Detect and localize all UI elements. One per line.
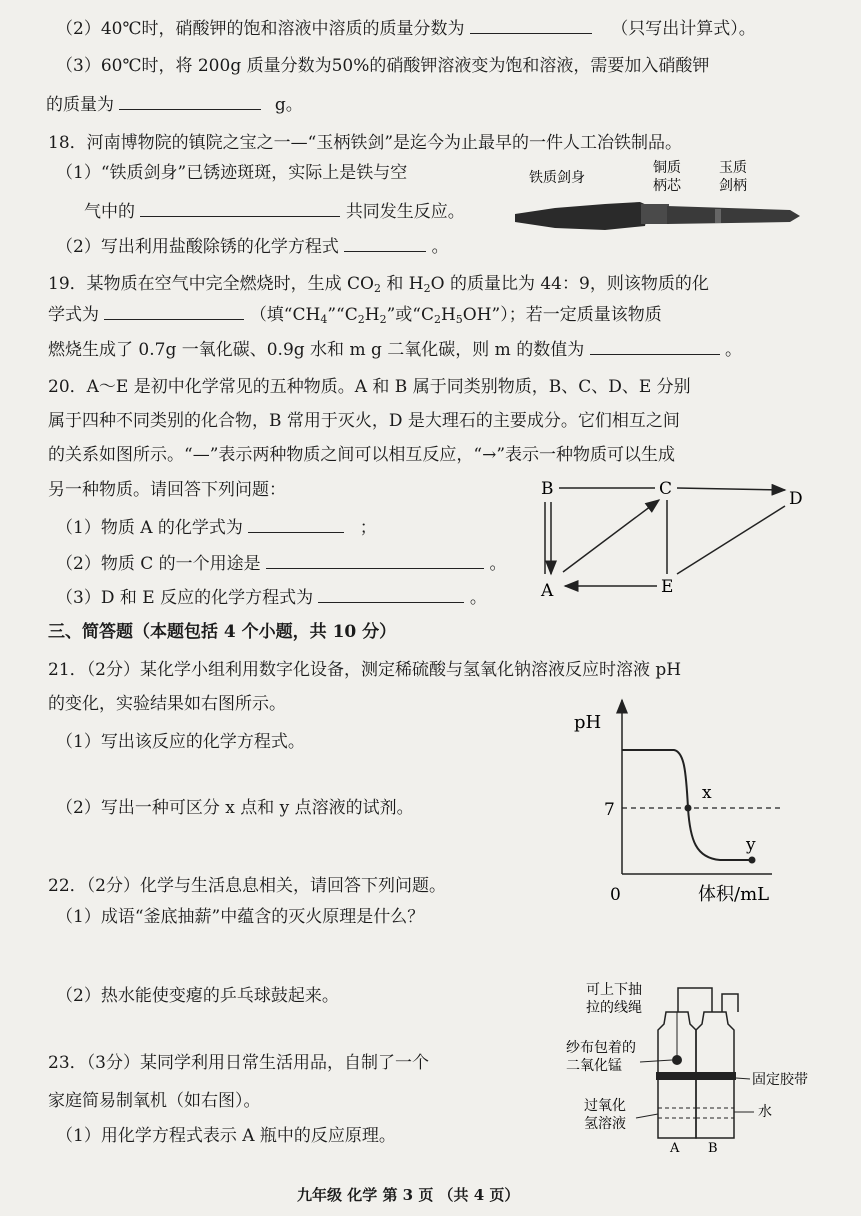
label-mno2-2: 二氧化锰 — [566, 1058, 622, 1074]
q18-blank-2[interactable] — [344, 235, 426, 252]
oxygen-generator-figure — [562, 968, 832, 1158]
q18-part1a: （1）“铁质剑身”已锈迹斑斑，实际上是铁与空 — [56, 163, 408, 183]
label-tape: 固定胶带 — [752, 1072, 808, 1088]
label-core-2: 柄芯 — [653, 178, 681, 194]
q21-part1: （1）写出该反应的化学方程式。 — [56, 732, 305, 752]
q20-blank-3[interactable] — [318, 586, 464, 603]
label-bottle-a: A — [670, 1141, 680, 1156]
node-e: E — [661, 577, 674, 597]
q20-part3: （3）D 和 E 反应的化学方程式为 。 — [56, 588, 487, 608]
q18-stem: 18．河南博物院的镇院之宝之一—“玉柄铁剑”是迄今为止最早的一件人工冶铁制品。 — [48, 133, 683, 153]
q22-part2: （2）热水能使变瘪的乒乓球鼓起来。 — [56, 986, 339, 1006]
volume-axis-label: 体积/mL — [698, 884, 770, 905]
node-a: A — [541, 581, 554, 601]
q18-blank-1[interactable] — [140, 200, 340, 217]
q21-part2: （2）写出一种可区分 x 点和 y 点溶液的试剂。 — [56, 798, 414, 818]
mno2-pointer — [640, 1060, 672, 1062]
q23-line1: 23．（3分）某同学利用日常生活用品，自制了一个 — [48, 1053, 429, 1073]
q17-part3: （3）60℃时，将 200g 质量分数为50%的硝酸钾溶液变为饱和溶液，需要加入硝酸钾 — [56, 56, 710, 76]
q20-line3: 的关系如图所示。“—”表示两种物质之间可以相互反应，“→”表示一种物质可以生成 — [48, 445, 676, 465]
q19-line3: 燃烧生成了 0.7g 一氧化碳、0.9g 水和 m g 二氧化碳，则 m 的数值为 。 — [48, 340, 743, 360]
q18-part1b: 气中的 共同发生反应。 — [84, 202, 465, 222]
sword-handle — [667, 206, 800, 224]
q19-line2: 学式为 （填“$CH_4”“C_2H_2$”或“$C_2H_5OH$”）；若一定质量该物质 — [48, 305, 662, 326]
q20-line1: 20．A～E 是初中化学常见的五种物质。A 和 B 属于同类别物质，B、C、D、E 分别 — [48, 377, 691, 397]
label-bottle-b: B — [708, 1141, 718, 1156]
handle-band — [715, 209, 721, 223]
q23-line2: 家庭简易制氧机（如右图）。 — [48, 1091, 261, 1111]
label-handle-1: 玉质 — [719, 160, 747, 176]
sword-core — [641, 204, 669, 224]
q21-line1: 21．（2分）某化学小组利用数字化设备，测定稀硫酸与氢氧化钠溶液反应时溶液 pH — [48, 660, 682, 680]
point-x — [685, 805, 692, 812]
sword-blade — [515, 202, 649, 230]
sword-figure — [515, 156, 815, 248]
ph-graph — [570, 690, 810, 910]
label-water: 水 — [758, 1104, 772, 1120]
connecting-tube — [678, 988, 712, 1012]
node-b: B — [541, 479, 554, 499]
q17-part2: （2）40℃时，硝酸钾的饱和溶液中溶质的质量分数为 （只写出计算式）。 — [56, 19, 756, 39]
node-c: C — [659, 479, 673, 499]
ph-axis-label: pH — [574, 712, 602, 733]
h2o2-pointer — [636, 1114, 658, 1118]
edge-e-d — [677, 506, 785, 574]
q22-line1: 22．（2分）化学与生活息息相关，请回答下列问题。 — [48, 876, 446, 896]
outlet-tube — [722, 994, 738, 1012]
q19-blank-1[interactable] — [104, 303, 244, 320]
label-rope-2: 拉的线绳 — [586, 1000, 642, 1016]
q17-blank-2[interactable] — [470, 17, 592, 34]
point-x-label: x — [702, 783, 712, 803]
node-d: D — [789, 489, 803, 509]
mno2-bag — [672, 1055, 682, 1065]
q19-line1: 19．某物质在空气中完全燃烧时，生成 $CO_2$ 和 $H_2O$ 的质量比为 44：9，则该物质的化 — [48, 274, 709, 295]
ph-7-label: 7 — [604, 800, 615, 820]
label-h2o2-2: 氢溶液 — [584, 1116, 626, 1132]
label-blade: 铁质剑身 — [529, 170, 585, 186]
tape-pointer — [736, 1078, 750, 1079]
q20-line2: 属于四种不同类别的化合物，B 常用于灭火，D 是大理石的主要成分。它们相互之间 — [48, 411, 680, 431]
q21-line2: 的变化，实验结果如右图所示。 — [48, 694, 286, 714]
label-h2o2-1: 过氧化 — [584, 1098, 626, 1114]
q17-blank-3[interactable] — [119, 93, 261, 110]
origin-label: 0 — [610, 885, 621, 905]
label-rope-1: 可上下抽 — [586, 982, 642, 998]
q20-part2: （2）物质 C 的一个用途是 。 — [56, 554, 507, 574]
page-footer: 九年级 化学 第 3 页 （共 4 页） — [297, 1186, 520, 1204]
edge-a-c — [563, 500, 659, 572]
section-3-heading: 三、简答题（本题包括 4 个小题，共 10 分） — [48, 622, 397, 642]
q20-blank-2[interactable] — [266, 552, 484, 569]
q23-part1: （1）用化学方程式表示 A 瓶中的反应原理。 — [56, 1126, 396, 1146]
edge-c-d — [677, 488, 785, 490]
point-y-label: y — [746, 835, 756, 855]
q20-blank-1[interactable] — [248, 516, 344, 533]
q22-part1: （1）成语“釜底抽薪”中蕴含的灭火原理是什么？ — [56, 907, 425, 927]
q19-blank-2[interactable] — [590, 338, 720, 355]
q17-part3-continued: 的质量为 g。 — [46, 95, 303, 115]
q18-part2: （2）写出利用盐酸除锈的化学方程式 。 — [56, 237, 449, 257]
q20-part1: （1）物质 A 的化学式为 ； — [56, 518, 377, 538]
label-handle-2: 剑柄 — [719, 178, 747, 194]
q20-diagram — [535, 474, 815, 602]
q20-line4: 另一种物质。请回答下列问题： — [48, 480, 286, 500]
point-y — [749, 857, 756, 864]
label-core-1: 铜质 — [653, 160, 681, 176]
fixing-tape — [656, 1072, 736, 1080]
label-mno2-1: 纱布包着的 — [566, 1040, 636, 1056]
